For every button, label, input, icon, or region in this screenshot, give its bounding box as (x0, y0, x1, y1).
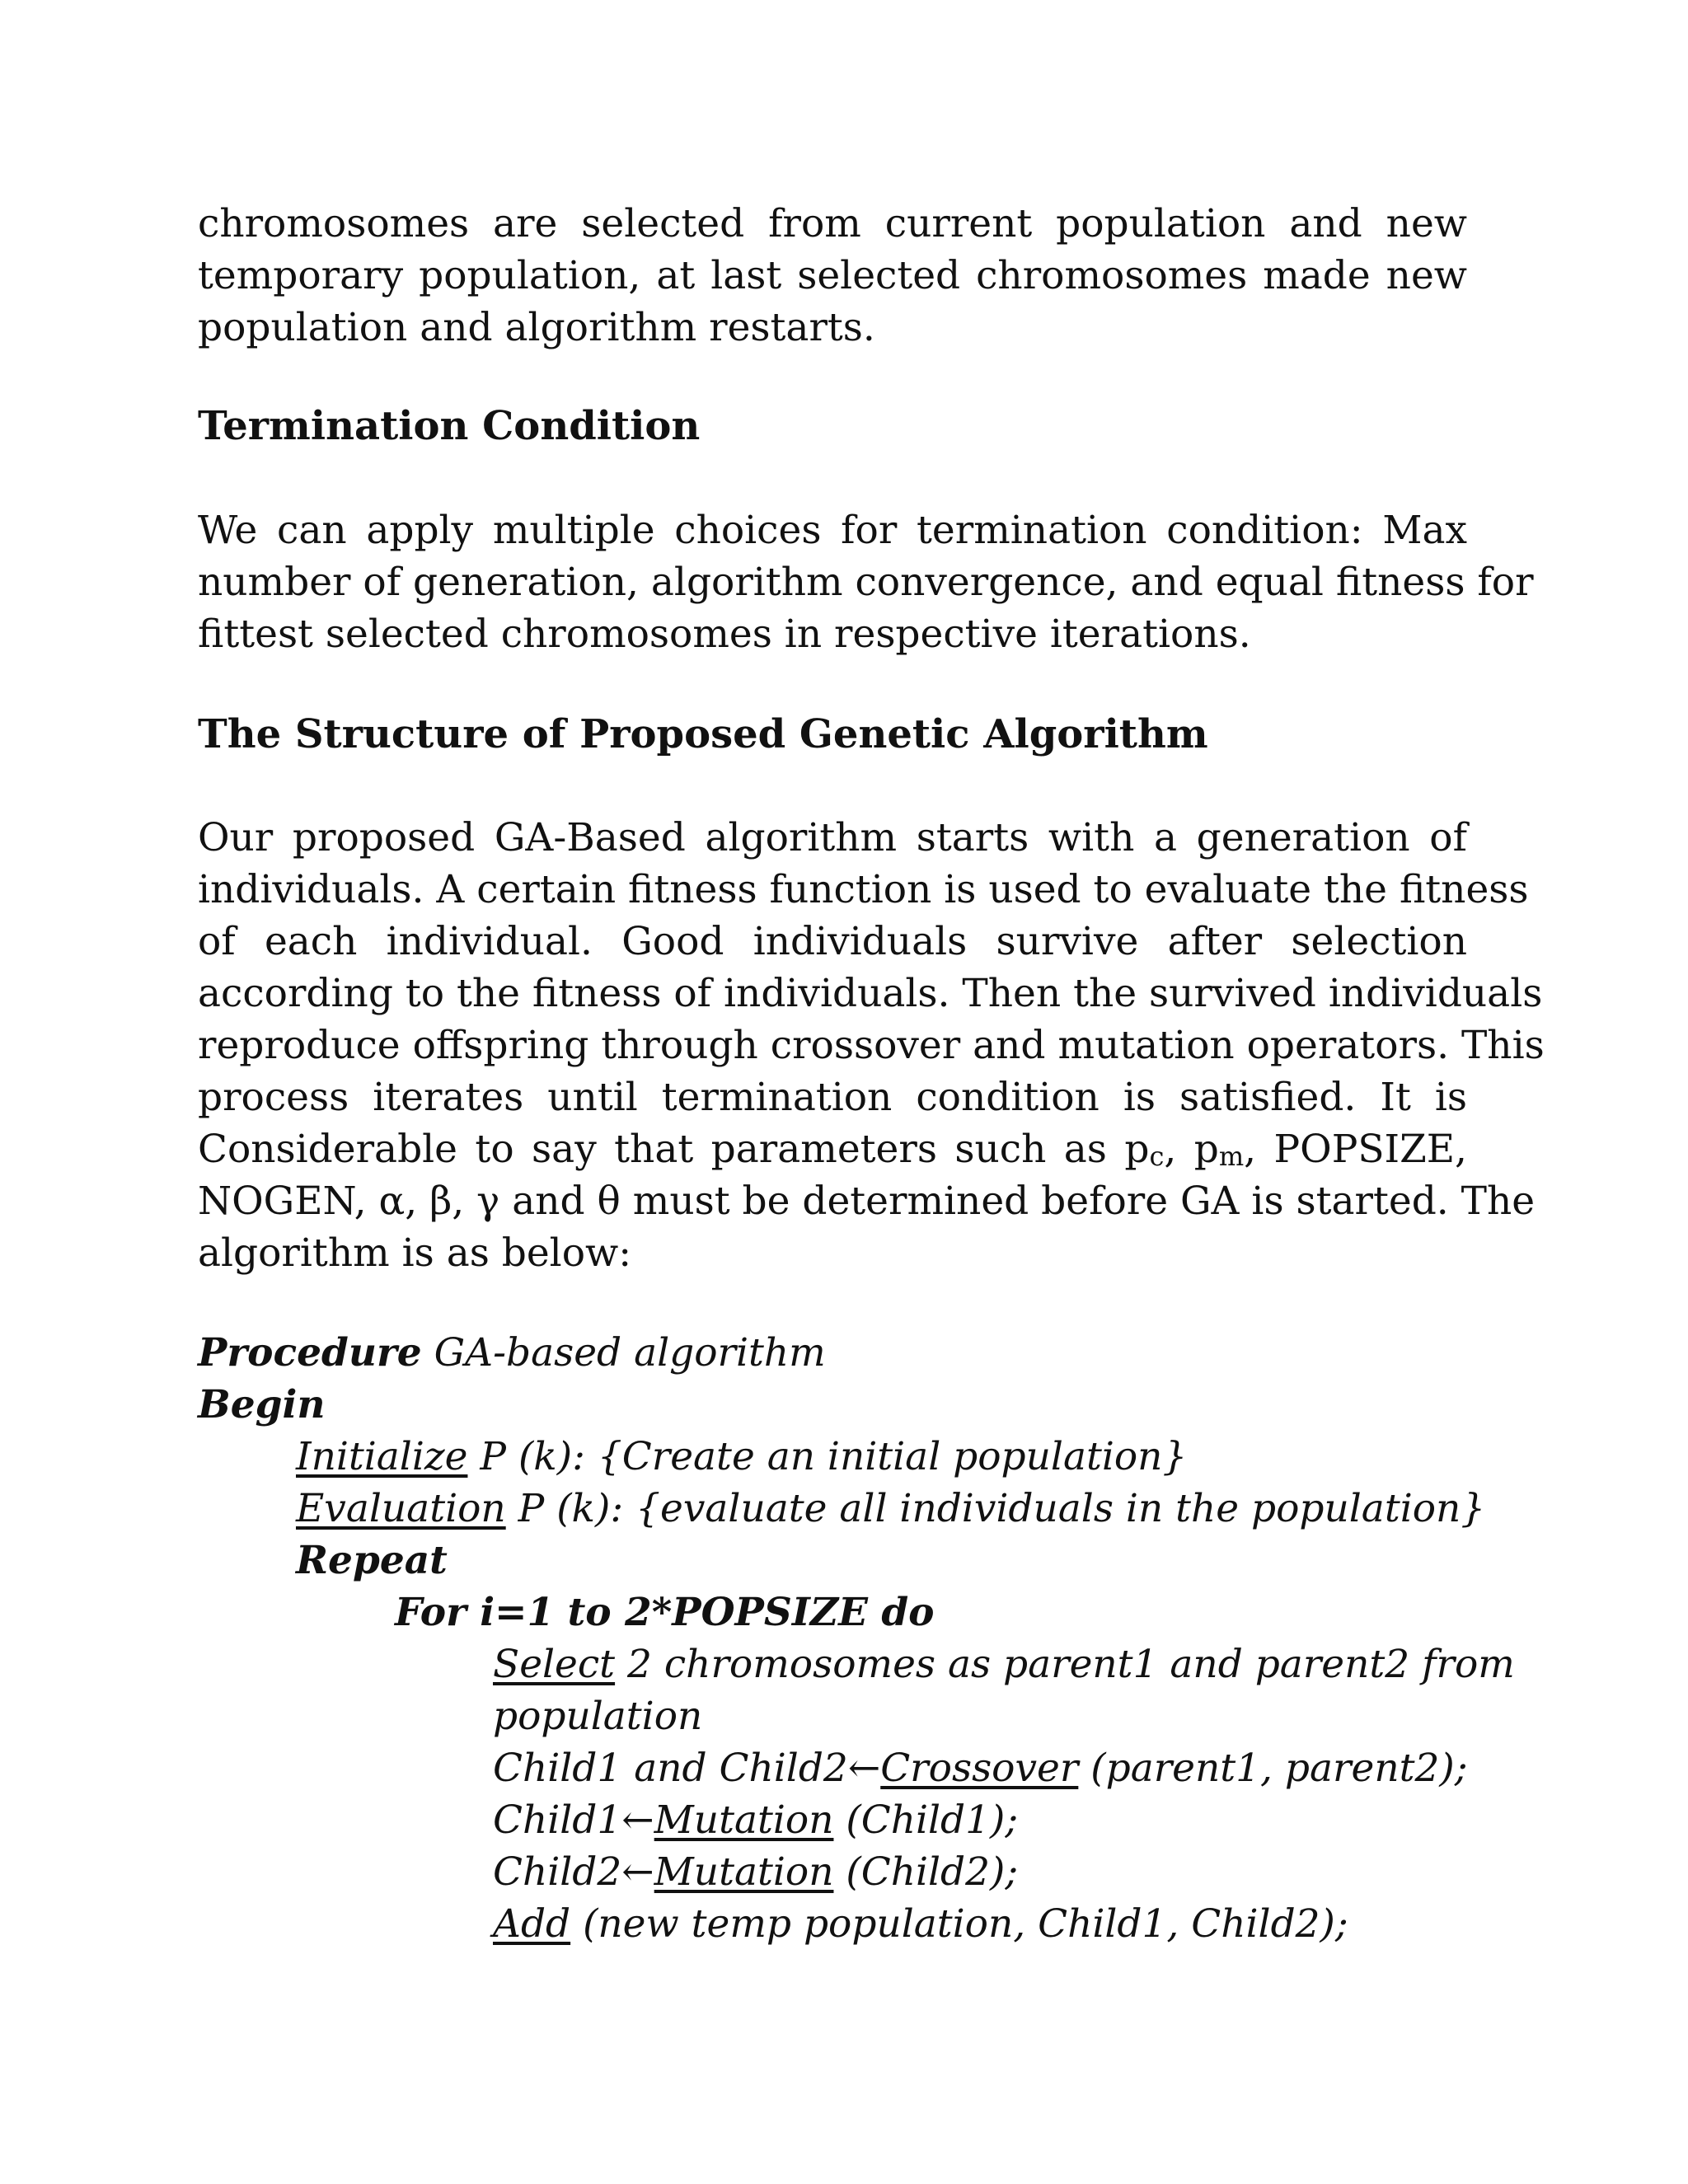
text-line: NOGEN, α, β, γ and θ must be determined before GA is started. The (198, 1179, 1536, 1224)
section-heading-termination: Termination Condition (198, 403, 701, 449)
text-line: process iterates until termination condition is satisfied. It is (198, 1075, 1467, 1120)
select-keyword: Select (493, 1642, 616, 1687)
evaluation-text: P (k): {evaluate all individuals in the population} (505, 1486, 1486, 1531)
crossover-step (493, 1742, 1468, 1794)
mutation2-args: (Child2); (833, 1849, 1019, 1895)
repeat-keyword: Repeat (296, 1538, 448, 1583)
text-line: We can apply multiple choices for termination condition: Max (198, 508, 1467, 553)
crossover-args: (parent1, parent2); (1078, 1746, 1468, 1791)
section-heading-structure: The Structure of Proposed Genetic Algorithm (198, 711, 1208, 757)
begin-keyword: Begin (198, 1382, 326, 1427)
crossover-prefix: Child1 and Child2← (493, 1746, 881, 1791)
procedure-name: GA-based algorithm (434, 1330, 826, 1376)
mutation2-prefix: Child2← (493, 1849, 654, 1895)
mutation-step-2 (493, 1846, 1018, 1898)
text-line: population and algorithm restarts. (198, 305, 875, 350)
mutation1-prefix: Child1← (493, 1797, 654, 1843)
text-line: fittest selected chromosomes in respective iterations. (198, 612, 1251, 657)
subscript-m: m (1218, 1141, 1245, 1172)
procedure-header (198, 1327, 826, 1379)
text-line: individuals. A certain fitness function is used to evaluate the fitness (198, 867, 1529, 912)
subscript-c: c (1149, 1141, 1165, 1172)
mutation-step-1 (493, 1794, 1018, 1846)
add-args: (new temp population, Child1, Child2); (570, 1901, 1348, 1947)
evaluation-step (296, 1483, 1485, 1535)
paragraph-structure (198, 812, 1545, 1279)
initialize-keyword: Initialize (296, 1434, 468, 1479)
evaluation-keyword: Evaluation (296, 1486, 506, 1531)
text-line: of each individual. Good individuals survive after selection (198, 919, 1467, 964)
text-fragment: , p (1164, 1127, 1219, 1172)
for-loop-line: For i=1 to 2*POPSIZE do (395, 1590, 935, 1635)
text-line-parameters (198, 1123, 1467, 1175)
mutation1-keyword: Mutation (654, 1797, 834, 1843)
initialize-step (296, 1431, 1187, 1483)
text-line: chromosomes are selected from current population and new (198, 201, 1467, 246)
add-keyword: Add (493, 1901, 571, 1947)
crossover-keyword: Crossover (880, 1746, 1079, 1791)
text-line: reproduce offspring through crossover and mutation operators. This (198, 1023, 1545, 1068)
text-fragment: Considerable to say that parameters such as p (198, 1127, 1150, 1172)
text-line: temporary population, at last selected chromosomes made new (198, 253, 1467, 298)
text-line: number of generation, algorithm convergence, and equal fitness for (198, 560, 1534, 605)
select-step-continued: population (493, 1694, 703, 1739)
paragraph-termination (198, 504, 1534, 660)
add-step (493, 1898, 1348, 1950)
select-step (493, 1638, 1515, 1690)
procedure-keyword: Procedure (198, 1330, 422, 1376)
mutation2-keyword: Mutation (654, 1849, 834, 1895)
mutation1-args: (Child1); (833, 1797, 1019, 1843)
text-fragment: , POPSIZE, (1244, 1127, 1467, 1172)
text-line: according to the fitness of individuals. Then the survived individuals (198, 971, 1543, 1016)
select-text: 2 chromosomes as parent1 and parent2 from (615, 1642, 1515, 1687)
text-line: algorithm is as below: (198, 1230, 632, 1276)
initialize-text: P (k): {Create an initial population} (467, 1434, 1188, 1479)
text-line: Our proposed GA-Based algorithm starts with a generation of (198, 815, 1467, 860)
paragraph-continuation (198, 198, 1467, 354)
